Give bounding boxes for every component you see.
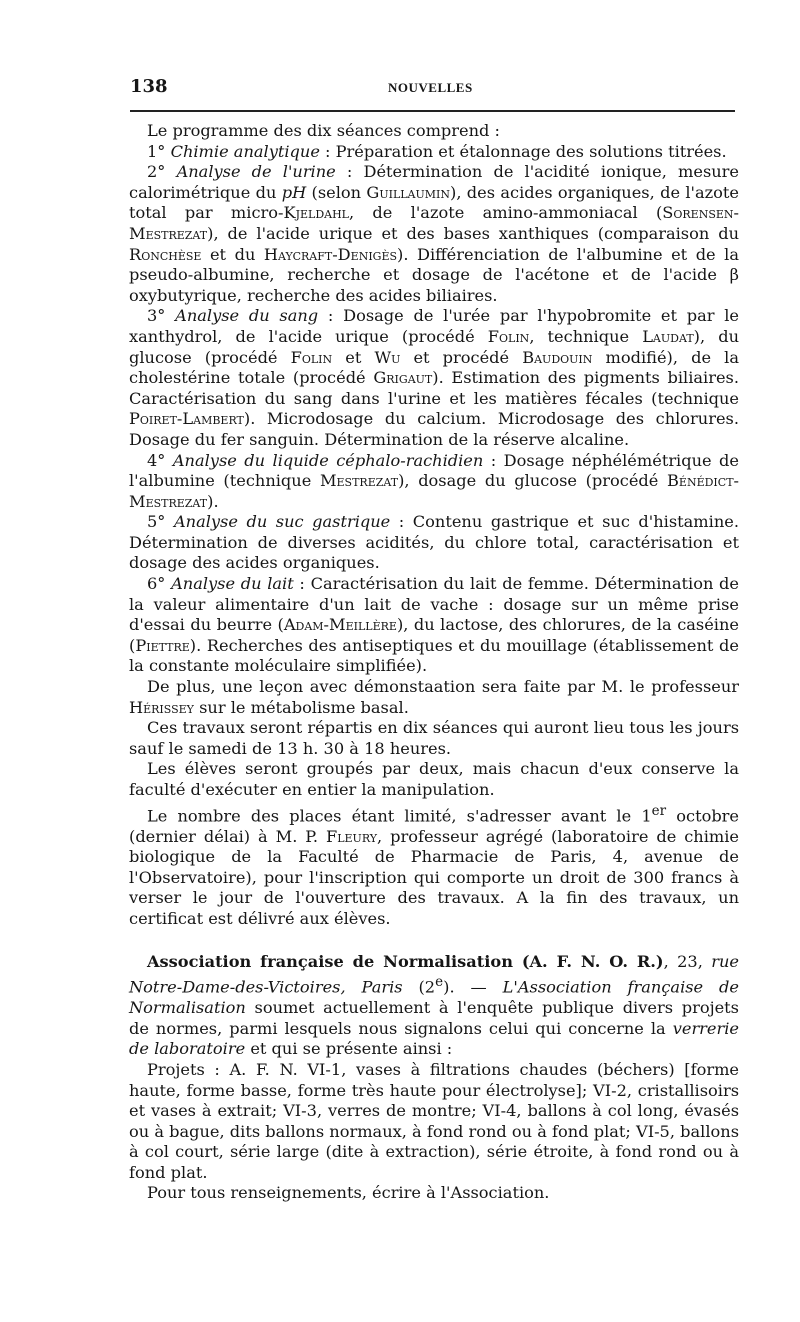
author-name: Adam-Meillère xyxy=(283,615,397,635)
author-name: Bénédict-Mestrezat xyxy=(129,471,739,511)
running-head: NOUVELLES xyxy=(388,80,473,95)
item-chimie-analytique: 1° Chimie analytique : Préparation et étalonnage des solutions titrées. xyxy=(147,141,727,161)
item-title: Analyse de l'urine xyxy=(176,162,336,182)
author-name: Kjeldahl xyxy=(283,203,349,223)
afnor-paragraph: Association française de Normalisation (A. F. N. O. R.), 23, rue Notre-Dame-des-Victoires, Paris (2e). — L'Association française de Normalisation soumet actuellement à l'enquête publique divers projets de normes, parmi lesquels nous signalons celui qui concerne la verrerie de laboratoire et qui se présente ainsi : xyxy=(129,951,740,1059)
author-name: Fleury xyxy=(325,826,378,846)
author-name: Haycraft-Denigès xyxy=(263,244,398,264)
author-name: Mestrezat xyxy=(319,471,399,491)
author-name: Guillaumin xyxy=(366,182,451,202)
section-title: Association française de Normalisation (A. F. N. O. R.) xyxy=(147,951,664,971)
body-text xyxy=(129,121,739,1204)
item-title: Analyse du suc gastrique xyxy=(173,512,391,532)
groups-paragraph: Les élèves seront groupés par deux, mais chacun d'eux conserve la faculté d'exécuter en entier la manipulation. xyxy=(129,759,739,799)
item-title: Chimie analytique xyxy=(170,141,320,161)
schedule-paragraph: Ces travaux seront répartis en dix séances qui auront lieu tous les jours sauf le samedi de 13 h. 30 à 18 heures. xyxy=(129,718,739,758)
author-name: Folin xyxy=(487,326,530,346)
page-number: 138 xyxy=(130,76,168,97)
item-liquide-cephalo-rachidien: 4° Analyse du liquide céphalo-rachidien : Dosage néphélémétrique de l'albumine (technique Mestrezat), dosage du glucose (procédé Bénédict-Mestrezat). xyxy=(129,450,739,511)
item-title: Analyse du sang xyxy=(175,306,319,326)
projects-paragraph: Projets : A. F. N. VI-1, vases à filtrations chaudes (béchers) [forme haute, forme basse, forme très haute pour électrolyse]; VI-2, cristallisoirs et vases à extrait; VI-3, verres de montre; VI-4, ballons à col long, évasés ou à bague, dits ballons normaux, à fond rond ou à fond plat; VI-5, ballons à col court, série large (dite à extraction), série étroite, à fond rond ou à fond plat. xyxy=(129,1059,739,1182)
author-name: Sorensen-Mestrezat xyxy=(129,203,739,243)
item-analyse-lait: 6° Analyse du lait : Caractérisation du lait de femme. Détermination de la valeur alimentaire d'un lait de vache : dosage sur un même prise d'essai du beurre (Adam-Meillère), du lactose, des chlorures, de la caséine (Piettre). Recherches des antiseptiques et du mouillage (établissement de la constante moléculaire simplifiée). xyxy=(129,574,739,676)
item-title: Analyse du liquide céphalo-rachidien xyxy=(172,450,484,470)
author-name: Folin xyxy=(290,347,333,367)
author-name: Baudouin xyxy=(522,347,593,367)
author-name: Hérissey xyxy=(129,697,194,717)
author-name: Laudat xyxy=(642,326,694,346)
section-gap xyxy=(129,930,739,952)
header-rule xyxy=(130,110,735,112)
author-name: Piettre xyxy=(135,635,190,655)
item-title: Analyse du lait xyxy=(171,574,294,594)
lesson-paragraph: De plus, une leçon avec démonstaation sera faite par M. le professeur Hérissey sur le métabolisme basal. xyxy=(129,677,739,717)
item-analyse-urine: 2° Analyse de l'urine : Détermination de l'acidité ionique, mesure calorimétrique du pH (selon Guillaumin), des acides organiques, de l'azote total par micro-Kjeldahl, de l'azote amino-ammoniacal (Sorensen-Mestrezat), de l'acide urique et des bases xanthiques (comparaison du Ronchèse et du Haycraft-Denigès). Différenciation de l'albumine et de la pseudo-albumine, recherche et dosage de l'acétone et de l'acide β oxybutyrique, recherche des acides biliaires. xyxy=(129,162,739,305)
item-suc-gastrique: 5° Analyse du suc gastrique : Contenu gastrique et suc d'histamine. Détermination de diverses acidités, du chlore total, caractérisation et dosage des acides organiques. xyxy=(129,512,739,573)
author-name: Grigaut xyxy=(373,368,433,388)
programme-intro: Le programme des dix séances comprend : xyxy=(147,121,500,140)
contact-paragraph: Pour tous renseignements, écrire à l'Association. xyxy=(147,1183,550,1203)
author-name: Wu xyxy=(374,347,401,367)
registration-paragraph: Le nombre des places étant limité, s'adresser avant le 1er octobre (dernier délai) à M. P. Fleury, professeur agrégé (laboratoire de chimie biologique de la Faculté de Pharmacie de Paris, 4, avenue de l'Observatoire), pour l'inscription qui comporte un droit de 300 francs à verser le jour de l'ouverture des travaux. A la fin des travaux, un certificat est délivré aux élèves. xyxy=(129,802,740,928)
author-name: Ronchèse xyxy=(129,244,202,264)
item-analyse-sang: 3° Analyse du sang : Dosage de l'urée par l'hypobromite et par le xanthydrol, de l'acide urique (procédé Folin, technique Laudat), du glucose (procédé Folin et Wu et procédé Baudouin modifié), de la cholestérine totale (procédé Grigaut). Estimation des pigments biliaires. Caractérisation du sang dans l'urine et les matières fécales (technique Poiret-Lambert). Microdosage du calcium. Microdosage des chlorures. Dosage du fer sanguin. Détermination de la réserve alcaline. xyxy=(129,306,740,449)
page-header xyxy=(130,74,730,104)
author-name: Poiret-Lambert xyxy=(129,409,244,429)
